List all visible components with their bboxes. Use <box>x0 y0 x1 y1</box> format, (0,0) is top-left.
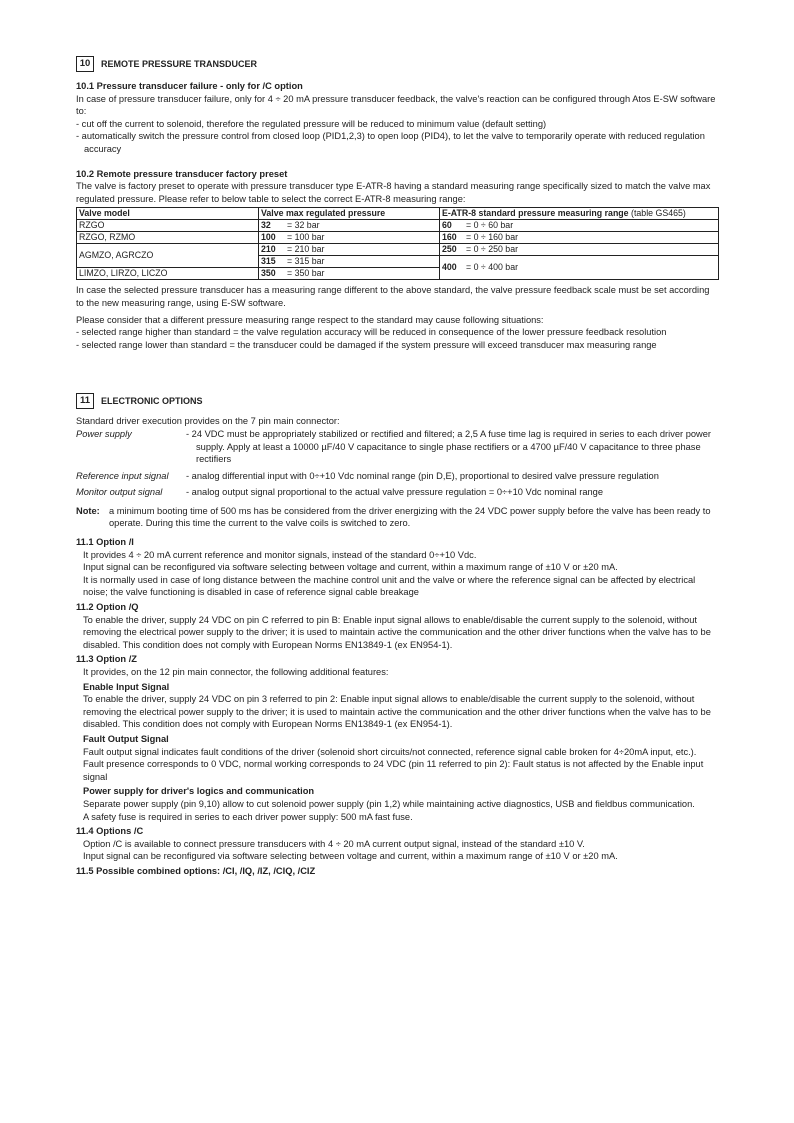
feature-title: Enable Input Signal <box>83 681 170 692</box>
subsection-title: 11.4 Options /C <box>76 826 144 837</box>
table-cell: 400 = 0 ÷ 400 bar <box>440 256 719 280</box>
note-label: Note: <box>76 505 100 516</box>
table-row <box>77 244 719 256</box>
paragraph: It provides 4 ÷ 20 mA current reference and monitor signals, instead of the standard 0÷+10 Vdc. <box>83 549 477 560</box>
feature-title: Fault Output Signal <box>83 733 169 744</box>
paragraph: Standard driver execution provides on the 7 pin main connector: <box>76 416 340 427</box>
measuring-range-table <box>76 207 719 280</box>
section-title: ELECTRONIC OPTIONS <box>101 396 203 407</box>
option-block <box>76 666 719 823</box>
definition-desc: - analog output signal proportional to the actual valve pressure regulation = 0÷+10 Vdc nominal range <box>186 487 604 498</box>
document-page <box>76 56 719 878</box>
paragraph: To enable the driver, supply 24 VDC on pin C referred to pin B: Enable input signal allows to enable/disable the current supply to the solenoid, without removing the electrical power supply to the driver; it is used to maintain active the communication and the other driver functions when the valve has to be disabled. This condition does not comply with European Norms EN13849-1 (ex EN954-1). <box>83 614 711 650</box>
paragraph: It is normally used in case of long distance between the machine control unit and the valve or where the reference signal can be affected by electrical noise; the valve functioning is disabled in case of reference signal cable breakage <box>83 574 696 598</box>
bullet-item: - cut off the current to solenoid, therefore the regulated pressure will be reduced to minimum value (default setting) <box>76 118 547 129</box>
feature-title: Power supply for driver's logics and communication <box>83 786 315 797</box>
table-row <box>77 220 719 232</box>
table-cell: 60 = 0 ÷ 60 bar <box>440 220 719 232</box>
definition-term: Power supply <box>76 428 132 439</box>
subsection-title: 10.2 Remote pressure transducer factory preset <box>76 168 288 179</box>
table-cell: AGMZO, AGRCZO <box>77 244 259 268</box>
paragraph: Input signal can be reconfigured via software selecting between voltage and current, within a maximum range of ±10 V or ±20 mA. <box>83 562 618 573</box>
table-cell: 210 = 210 bar <box>259 244 440 256</box>
table-header-cell: Valve model <box>77 208 259 220</box>
definition-row <box>76 486 719 499</box>
table-cell: 315 = 315 bar <box>259 256 440 268</box>
table-cell: RZGO <box>77 220 259 232</box>
table-cell: 100 = 100 bar <box>259 232 440 244</box>
table-cell: LIMZO, LIRZO, LICZO <box>77 268 259 280</box>
paragraph: In case the selected pressure transducer has a measuring range different to the above standard, the valve pressure feedback scale must be set according to the new measuring range, using E-SW software. <box>76 285 710 308</box>
paragraph: Input signal can be reconfigured via software selecting between voltage and current, within a maximum range of ±10 V or ±20 mA. <box>83 851 618 862</box>
paragraph: To enable the driver, supply 24 VDC on pin 3 referred to pin 2: Enable input signal allows to enable/disable the current supply to the solenoid, without removing the electrical power supply to the driver; it is used to maintain active the communication and the other driver functions when the valve has to be disabled. This condition does not comply with European Norms EN13849-1 (ex EN954-1). <box>83 694 711 730</box>
option-block <box>76 549 719 599</box>
definition-row <box>76 428 719 466</box>
section-number: 10 <box>76 56 94 72</box>
bullet-item: - selected range higher than standard = the valve regulation accuracy will be reduced in consequence of the lower pressure feedback resolution <box>76 327 667 338</box>
subsection-title: 11.3 Option /Z <box>76 654 137 665</box>
section-10-header <box>76 56 719 72</box>
definition-desc: - 24 VDC must be appropriately stabilized or rectified and filtered; a 2,5 A fuse time lag is required in series to each driver power supply. Apply at least a 10000 µF/40 V capacitance to single phase rectifiers or a 4700 µF/40 V capacitance to three phase rectifiers <box>186 428 712 465</box>
subsection-title: 11.2 Option /Q <box>76 602 139 613</box>
table-cell: 32 = 32 bar <box>259 220 440 232</box>
note-text: a minimum booting time of 500 ms has be considered from the driver energizing with the 24 VDC power supply before the valve has been ready to operate. During this time the current to the valve coils is switched to zero. <box>109 505 711 529</box>
subsection-title: 10.1 Pressure transducer failure - only for /C option <box>76 81 303 91</box>
paragraph: Fault output signal indicates fault conditions of the driver (solenoid short circuits/not connected, reference signal cable broken for 4÷20mA input, etc.). Fault presence corresponds to 0 VDC, normal working corresponds to 24 VDC (pin 11 referred to pin 2): Fault status is not affected by the Enable input signal <box>83 746 704 782</box>
paragraph: The valve is factory preset to operate with pressure transducer type E-ATR-8 having a standard measuring range specifically sized to match the valve max regulated pressure. Please refer to below table to select the correct E-ATR-8 measuring range: <box>76 181 711 204</box>
section-11-header <box>76 393 719 409</box>
table-row <box>77 232 719 244</box>
definition-row <box>76 470 719 483</box>
option-block <box>76 838 719 863</box>
definition-term: Reference input signal <box>76 470 169 481</box>
definition-term: Monitor output signal <box>76 487 163 498</box>
paragraph: A safety fuse is required in series to each driver power supply: 500 mA fast fuse. <box>83 811 413 822</box>
table-header-row <box>77 208 719 220</box>
section-title: REMOTE PRESSURE TRANSDUCER <box>101 58 258 69</box>
table-header-cell: E-ATR-8 standard pressure measuring range (table GS465) <box>440 208 719 220</box>
table-cell: 350 = 350 bar <box>259 268 440 280</box>
note-block <box>76 505 719 530</box>
section-number: 11 <box>76 393 94 409</box>
option-block <box>76 614 719 652</box>
subsection-title: 11.1 Option /I <box>76 537 134 548</box>
paragraph: In case of pressure transducer failure, only for 4 ÷ 20 mA pressure transducer feedback, the valve's reaction can be configured through Atos E-SW software to: <box>76 93 716 117</box>
table-cell: 160 = 0 ÷ 160 bar <box>440 232 719 244</box>
paragraph: Please consider that a different pressure measuring range respect to the standard may cause following situations: <box>76 314 544 325</box>
bullet-item: - automatically switch the pressure control from closed loop (PID1,2,3) to open loop (PID4), to let the valve to temporarily operate with reduced regulation accuracy <box>76 131 705 154</box>
paragraph: Separate power supply (pin 9,10) allow to cut solenoid power supply (pin 1,2) while maintaining active diagnostics, USB and fieldbus communication. <box>83 798 695 809</box>
definition-desc: - analog differential input with 0÷+10 Vdc nominal range (pin D,E), proportional to desired valve pressure regulation <box>186 470 659 481</box>
table-cell: 250 = 0 ÷ 250 bar <box>440 244 719 256</box>
paragraph: Option /C is available to connect pressure transducers with 4 ÷ 20 mA current output signal, instead of the standard ±10 V. <box>83 838 585 849</box>
subsection-title: 11.5 Possible combined options: /CI, /IQ, /IZ, /CIQ, /CIZ <box>76 865 316 876</box>
paragraph: It provides, on the 12 pin main connector, the following additional features: <box>83 667 389 677</box>
table-header-cell: Valve max regulated pressure <box>259 208 440 220</box>
bullet-item: - selected range lower than standard = the transducer could be damaged if the system pressure will exceed transducer max measuring range <box>76 339 657 350</box>
table-cell: RZGO, RZMO <box>77 232 259 244</box>
